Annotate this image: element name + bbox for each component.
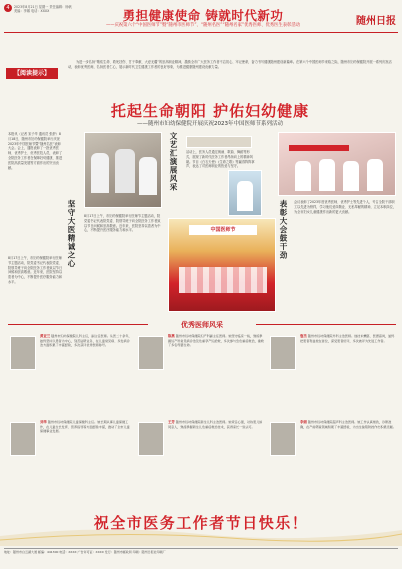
doctor-avatar-2: [138, 336, 164, 370]
doctor-name-1: 黄亚兰: [40, 334, 51, 338]
article-title: 托起生命朝阳 护佑妇幼健康: [110, 102, 310, 120]
section-line-right: [256, 324, 396, 325]
column-title-2: 坚守大医精诚之心: [67, 200, 76, 268]
column-title-4: 表彰大会鼓干劲: [279, 200, 288, 260]
doctor-card-3: [300, 334, 396, 416]
doctor-card-4: [40, 420, 132, 502]
doctor-avatar-4: [10, 422, 36, 456]
photo-caption: 中国医师节: [189, 225, 257, 235]
article-column-3: 活动上，医务人员通过朗诵、歌曲、舞蹈等形式，展现了新时代医务工作者昂扬向上的精神风貌。节目《白衣天使》《生命之歌》等赢得阵阵掌声，表达了对医师职业的热爱与坚守。: [186, 150, 255, 169]
doctor-card-2: [168, 334, 264, 416]
header-slogan: 勇担健康使命 铸就时代新功: [122, 8, 284, 23]
doctor-avatar-3: [270, 336, 296, 370]
doctor-avatar-6: [270, 422, 296, 456]
article-column-2: 8月17日上午，市妇幼保健院举行医师节主题活动，院党委书记代表院党委、院领导班子向全院医务工作者致以节日问候和崇高敬意。近年来，医院坚持以患者为中心，不断提升医疗服务能力和水平。: [84, 214, 161, 233]
reading-guide-text: 为进一步弘扬“敬佑生命、救死扶伤、甘于奉献、大爱无疆”的崇高职业精神，激励全市广大医务工作者不忘初心、牢记使命，奋力书写健康随州建设新篇章。在第六个中国医师节来临之际，随州市妇幼保健院开展一系列庆祝活动，表彰优秀医师，弘扬医者仁心，展示新时代卫生健康工作者的良好形象，为推进健康随州建设贡献力量。: [68, 60, 392, 69]
doctor-bio-4: 随州市妇幼保健院儿童保健科主任。她长期从事儿童保健工作，在儿童生长发育、营养指导等方面经验丰富，推动了全市儿童保健事业发展。: [40, 420, 130, 434]
doctor-avatar-5: [138, 422, 164, 456]
reading-guide-tag: 【阅读提示】: [6, 68, 58, 79]
page-header: [0, 0, 402, 40]
header-divider: [4, 32, 398, 33]
doctor-name-2: 陈燕: [168, 334, 175, 338]
doctor-name-3: 詹杰: [300, 334, 307, 338]
doctor-card-1: [40, 334, 132, 416]
activity-photo-3: [278, 132, 396, 196]
page-number-badge: 4: [4, 4, 12, 12]
article-subtitle: ——随州市妇幼保健院开展庆祝2023年中国医师节系列活动: [137, 121, 283, 127]
photo-strip: [186, 136, 252, 148]
doctor-name-4: 刘华: [40, 420, 47, 424]
header-slogan-sub: ——庆祝第六个“中国医师节”暨“随州市医师节”、“随州名医”“随州名家”优秀医师、优秀医生表彰活动: [106, 23, 300, 28]
stage-performance-photo: [168, 218, 276, 312]
doctor-bio-2: 随州市妇幼保健院妇产科副主任医师。她坚守临床一线，熟练掌握妇产科常见病诊治及危重孕产妇抢救，多次参与急危重症救治，挽救了多名母婴生命。: [168, 334, 264, 348]
doctor-card-5: [168, 420, 264, 502]
article-column-1b: 8月17日上午，市妇幼保健院举行医师节主题活动，院党委书记代表院党委、院领导班子向全院医务工作者致以节日问候和崇高敬意。近年来，医院坚持以患者为中心，不断提升医疗服务能力和水平。: [8, 256, 63, 284]
doctor-bio-3: 随州市妇幼保健院外科主治医师。他技术精湛、医德高尚，始终把患者利益放在首位，深受患者好评，多次被评为先进工作者。: [300, 334, 395, 343]
section-title: 优秀医师风采: [181, 321, 223, 329]
doctor-bio-1: 随州市妇幼保健院儿科主任，副主任医师。从医二十余年，始终坚持以患者为中心，刻苦钻研业务，在儿童常见病、多发病诊治方面积累了丰富经验，多次获评优秀医师称号。: [40, 334, 132, 348]
activity-photo-2: [228, 170, 262, 216]
doctor-bio-5: 随州市妇幼保健院新生儿科主治医师。她责任心强，对待患儿如同亲人，熟练掌握新生儿危重症救治技术，获得家长一致认可。: [168, 420, 263, 429]
page-footer: 地址：随州市白云湖大道 邮编：441300 电话：XXXX 广告许可证：XXXX 发行：随州市邮政局 印刷：随州日报社印刷厂: [4, 548, 398, 555]
section-line-left: [8, 324, 148, 325]
doctor-avatar-1: [10, 336, 36, 370]
issue-meta: 2023年8月21日 星期一 责任编辑：杨帆 美编：李娜 电话：XXXX: [14, 5, 72, 14]
activity-photo-1: [84, 132, 162, 208]
doctor-card-6: [300, 420, 396, 502]
article-column-1: 本报讯（记者 宋子华 通讯员 张舒）8月18日，随州市妇幼保健院举行庆祝2023年中国医师节暨“随州名医”表彰大会。会上，通报表彰了一批优秀医师、优秀护士、优秀医技人员，表彰了全院医务工作者在保障妇幼健康、推进医院高质量发展等方面作出的突出贡献。: [8, 132, 63, 170]
doctor-bio-6: 随州市妇幼保健院超声科主治医师。她工作认真细致，诊断准确，在产前筛查领域积累了丰富经验，为出生缺陷防控作出积极贡献。: [300, 420, 396, 429]
article-column-4: 会议表彰了2023年度优秀医师、优秀护士等先进个人，号召全院干部职工以先进为榜样，学习他们爱岗敬业、无私奉献的精神，立足本职岗位，为全市妇女儿童健康作出新的更大贡献。: [294, 200, 396, 214]
bottom-greeting: 祝全市医务工作者节日快乐！: [93, 514, 309, 532]
doctor-name-6: 李娟: [300, 420, 307, 424]
newspaper-brand: 随州日报: [356, 16, 396, 27]
doctor-name-5: 王芳: [168, 420, 175, 424]
column-title-3: 文艺汇演展风采: [169, 132, 178, 192]
